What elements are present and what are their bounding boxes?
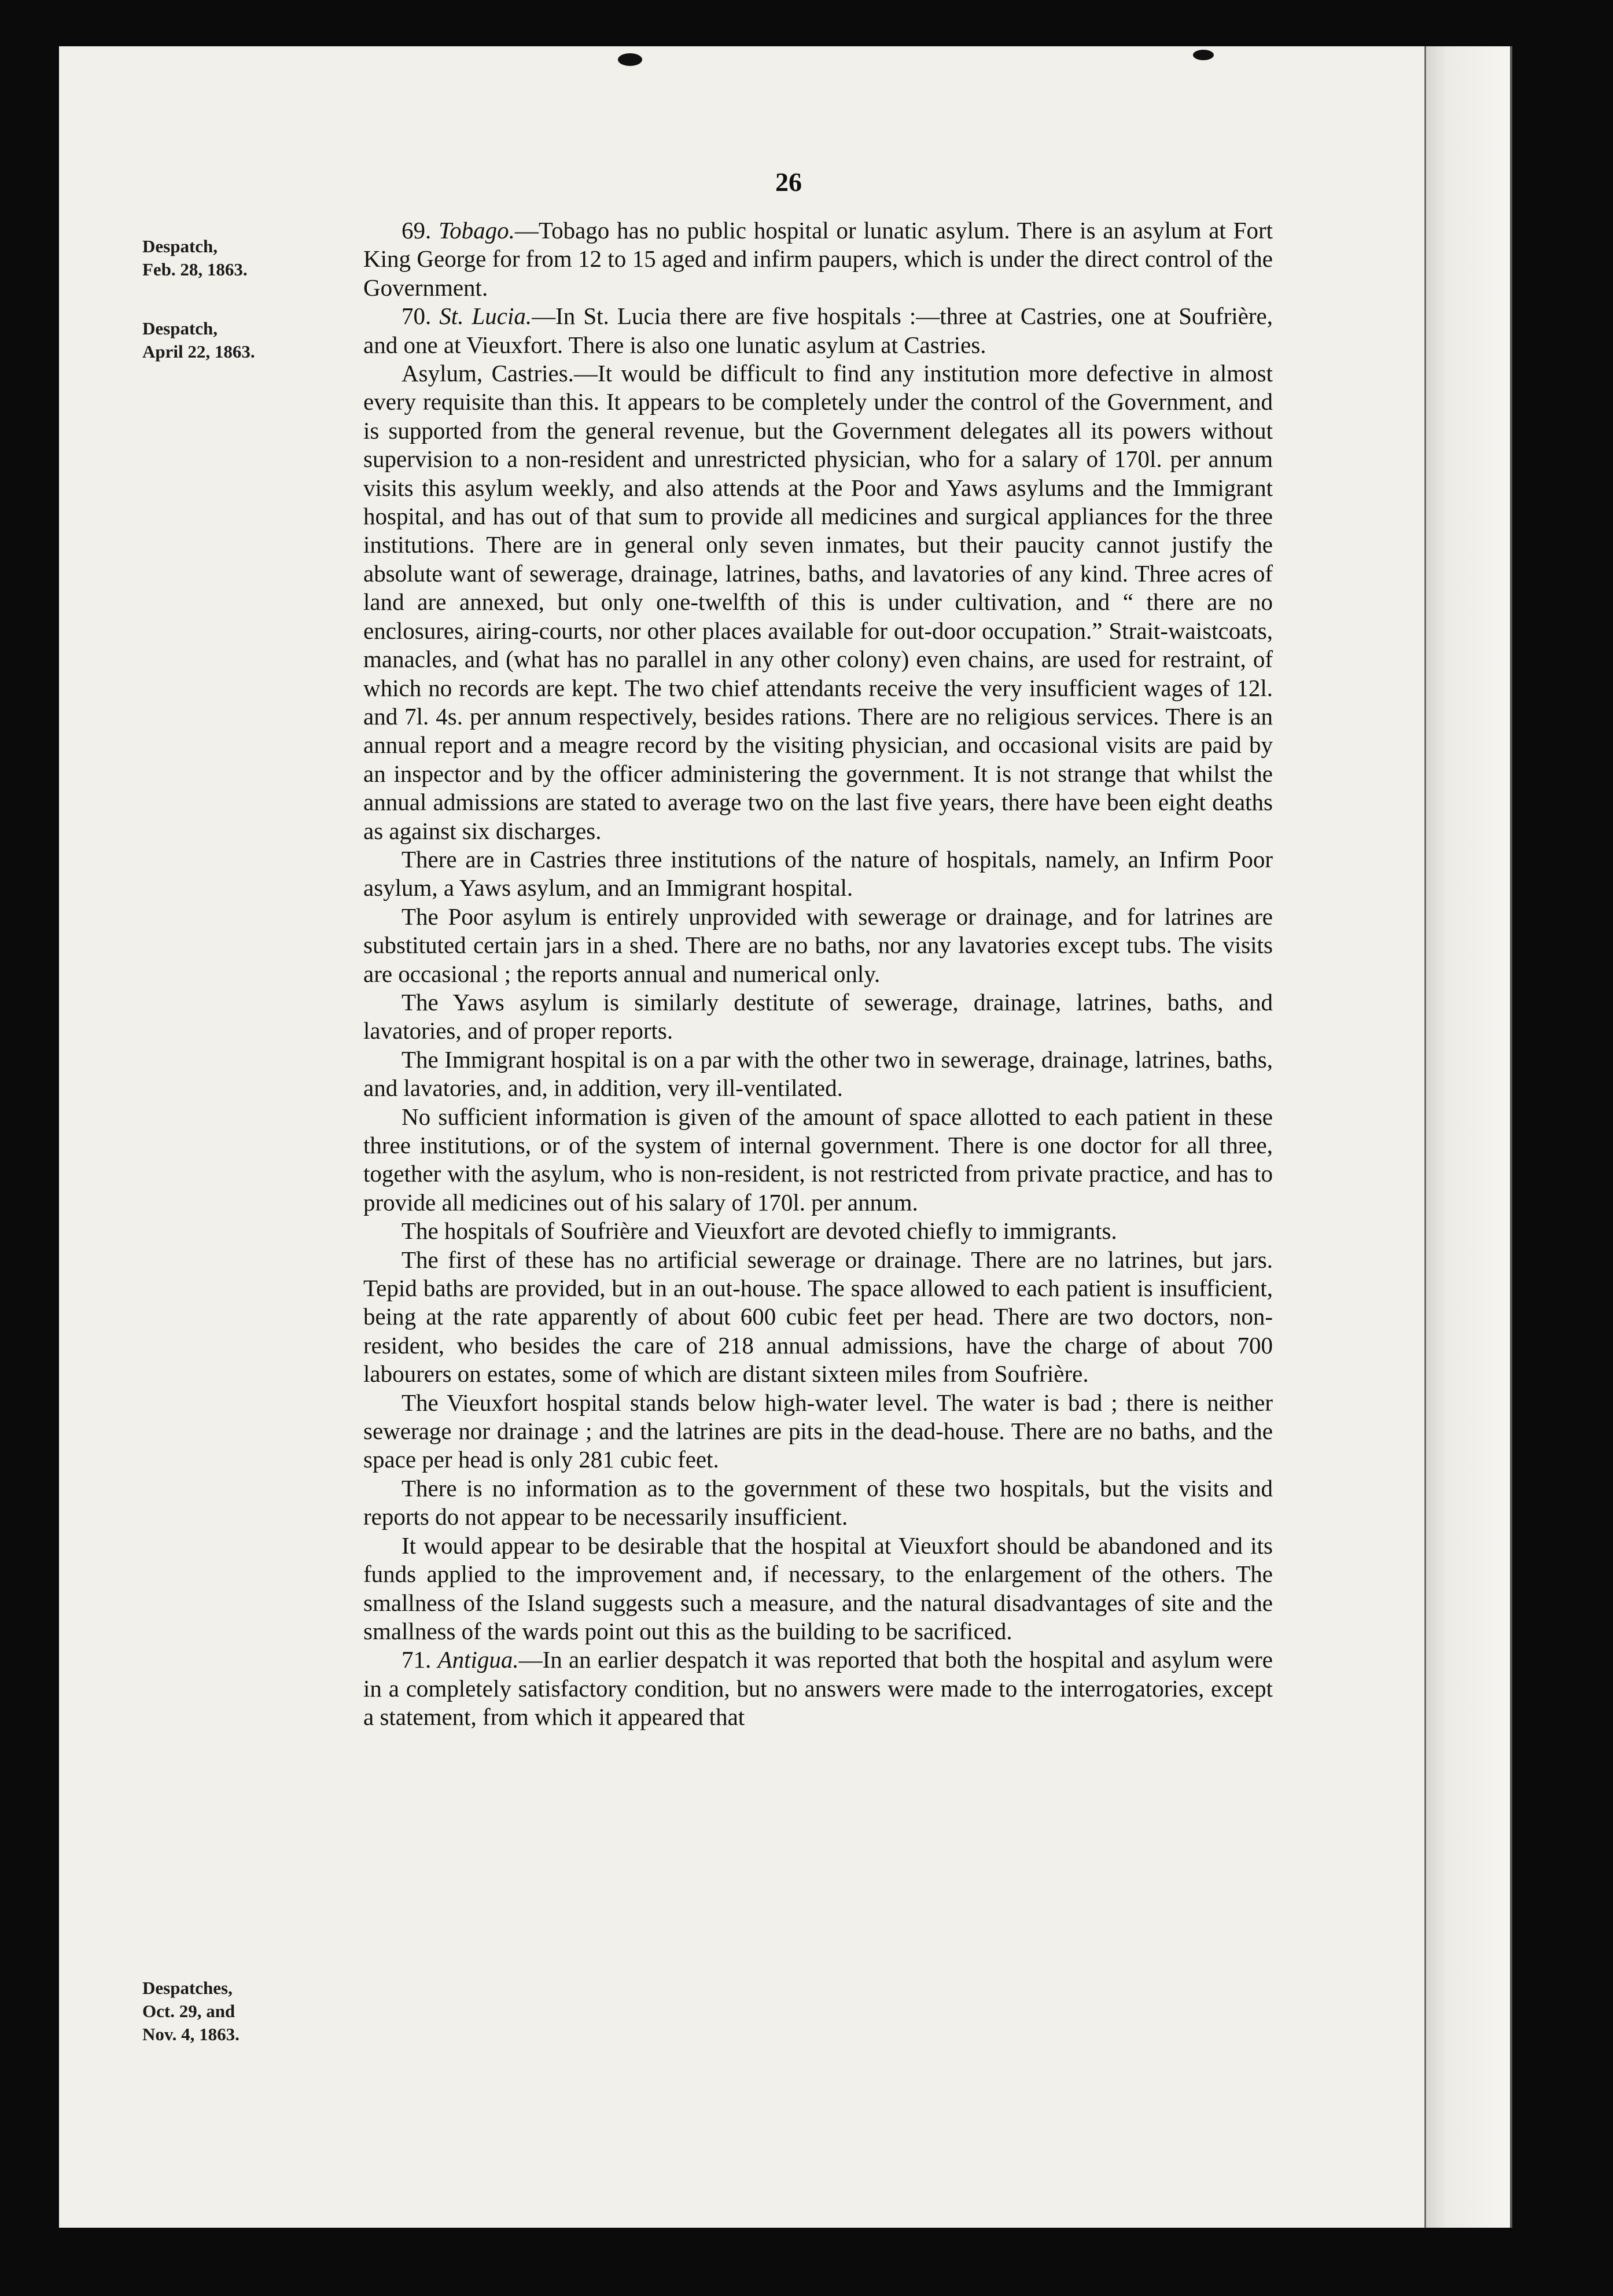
section-heading: Antigua. <box>437 1646 519 1673</box>
paragraph: The Yaws asylum is similarly destitute of sewerage, drainage, latrines, baths, and lavatories, and of proper reports. <box>363 988 1273 1044</box>
paragraph: The Poor asylum is entirely unprovided with sewerage or drainage, and for latrines are substituted certain jars in a shed. There are no baths, nor any lavatories except tubs. The visits are occasional ; the reports annual and numerical only. <box>363 903 1273 987</box>
margin-note-antigua <box>142 1977 339 2046</box>
paragraph: The first of these has no artificial sewerage or drainage. There are no latrines, but jars. Tepid baths are provided, but in an out-house. The space allowed to each patient is insufficient, being at the rate apparently of about 600 cubic feet per head. There are two doctors, non-resident, who besides the care of 218 annual admissions, have the charge of about 700 labourers on estates, some of which are distant sixteen miles from Soufrière. <box>363 1246 1273 1388</box>
paragraph-tobago: 69. Tobago.—Tobago has no public hospital or lunatic asylum. There is an asylum at Fort King George for from 12 to 15 aged and infirm paupers, which is under the direct control of the Government. <box>363 217 1273 301</box>
ink-blot <box>618 53 642 66</box>
paragraph: There is no information as to the government of these two hospitals, but the visits and reports do not appear to be necessarily insufficient. <box>363 1474 1273 1530</box>
margin-note-line: Despatch, <box>142 236 218 256</box>
margin-note-line: Oct. 29, and <box>142 2001 235 2021</box>
margin-note-line: Feb. 28, 1863. <box>142 259 248 279</box>
section-heading: Tobago. <box>439 217 515 244</box>
body-text <box>363 216 1273 1732</box>
paragraph: Asylum, Castries.—It would be difficult to find any institution more defective in almost every requisite than this. It appears to be completely under the control of the Government, and is supported from the general revenue, but the Government delegates all its powers without supervision to a non-resident and unrestricted physician, who for a salary of 170l. per annum visits this asylum weekly, and also attends at the Poor and Yaws asylums and the Immigrant hospital, and has out of that sum to provide all medicines and surgical appliances for the three institutions. There are in general only seven inmates, but their paucity cannot justify the absolute want of sewerage, drainage, latrines, baths, and lavatories of any kind. Three acres of land are annexed, but only one-twelfth of this is under cultivation, and “ there are no enclosures, airing-courts, nor other places available for out-door occupation.” Strait-waistcoats, manacles, and (what has no parallel in any other colony) even chains, are used for restraint, of which no records are kept. The two chief attendants receive the very insufficient wages of 12l. and 7l. 4s. per annum respectively, besides rations. There are no religious services. There is an annual report and a meagre record by the visiting physician, and occasional visits are paid by an inspector and by the officer administering the government. It is not strange that whilst the annual admissions are stated to average two on the last five years, there have been eight deaths as against six discharges. <box>363 360 1273 844</box>
margin-note-tobago <box>142 235 339 281</box>
paragraph-st-lucia: 70. St. Lucia.—In St. Lucia there are five hospitals :—three at Castries, one at Soufrière, and one at Vieuxfort. There is also one lunatic asylum at Castries. <box>363 303 1273 358</box>
paragraph: There are in Castries three institutions of the nature of hospitals, namely, an Infirm Poor asylum, a Yaws asylum, and an Immigrant hospital. <box>363 845 1273 902</box>
paragraph: No sufficient information is given of the amount of space allotted to each patient in these three institutions, or of the system of internal government. There is one doctor for all three, together with the asylum, who is non-resident, is not restricted from private practice, and has to provide all medicines out of his salary of 170l. per annum. <box>363 1103 1273 1216</box>
ink-blot <box>1193 50 1214 60</box>
paragraph: The Vieuxfort hospital stands below high-water level. The water is bad ; there is neither sewerage nor drainage ; and the latrines are pits in the dead-house. There are no baths, and the space per head is only 281 cubic feet. <box>363 1389 1273 1473</box>
paragraph: The Immigrant hospital is on a par with the other two in sewerage, drainage, latrines, baths, and lavatories, and, in addition, very ill-ventilated. <box>363 1046 1273 1102</box>
section-heading: St. Lucia. <box>439 303 532 330</box>
margin-note-line: Despatches, <box>142 1978 233 1998</box>
paragraph: The hospitals of Soufrière and Vieuxfort are devoted chiefly to immigrants. <box>402 1217 1117 1245</box>
margin-note-line: Despatch, <box>142 318 218 338</box>
page-fold <box>1424 46 1512 2228</box>
margin-note-line: April 22, 1863. <box>142 341 255 362</box>
margin-note-line: Nov. 4, 1863. <box>142 2024 240 2044</box>
page-number: 26 <box>775 167 802 197</box>
paragraph-antigua: 71. Antigua.—In an earlier despatch it was reported that both the hospital and asylum were in a completely satisfactory condition, but no answers were made to the interrogatories, except a statement, from which it appeared that <box>363 1646 1273 1731</box>
paragraph: It would appear to be desirable that the hospital at Vieuxfort should be abandoned and its funds applied to the improvement and, if necessary, to the enlargement of the others. The smallness of the Island suggests such a measure, and the natural disadvantages of site and the smallness of the wards point out this as the building to be sacrificed. <box>363 1532 1273 1644</box>
margin-note-st-lucia <box>142 317 339 363</box>
page-fold-edge <box>1510 46 1512 2228</box>
